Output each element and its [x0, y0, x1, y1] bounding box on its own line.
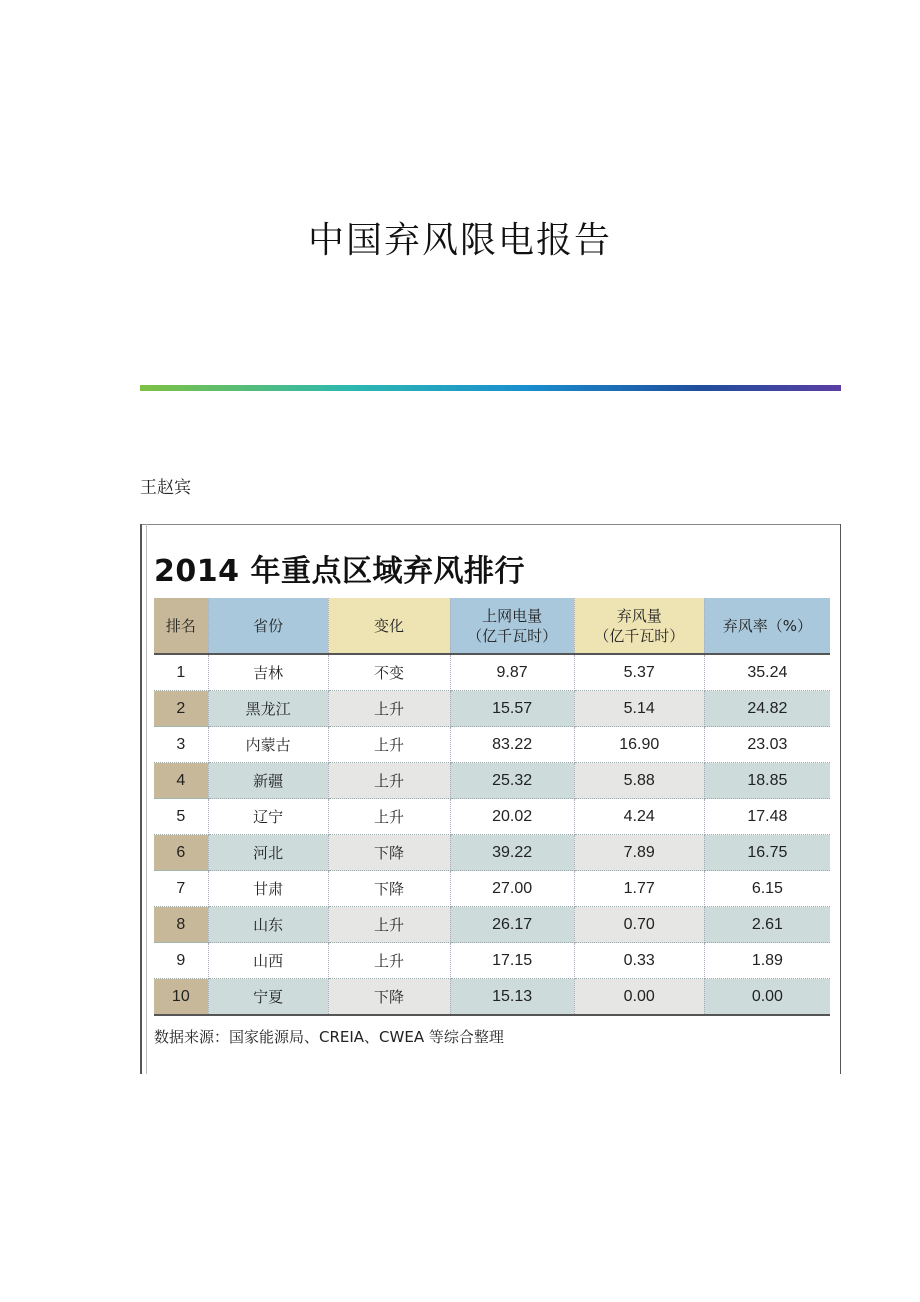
cell-rank: 10 [154, 979, 208, 1016]
cell-rank: 3 [154, 727, 208, 763]
figure-border-left [140, 524, 142, 1074]
cell-rank: 8 [154, 907, 208, 943]
cell-rate: 24.82 [704, 691, 830, 727]
header-abandoned [574, 598, 704, 654]
cell-rate: 23.03 [704, 727, 830, 763]
table-header-row [154, 598, 830, 654]
header-change: 变化 [328, 598, 450, 654]
table-row [154, 727, 830, 763]
header-province: 省份 [208, 598, 328, 654]
cell-net-power: 25.32 [450, 763, 574, 799]
cell-province: 山西 [208, 943, 328, 979]
cell-province: 山东 [208, 907, 328, 943]
cell-rank: 9 [154, 943, 208, 979]
cell-net-power: 20.02 [450, 799, 574, 835]
data-source-note: 数据来源：国家能源局、CREIA、CWEA 等综合整理 [154, 1028, 504, 1046]
cell-rate: 1.89 [704, 943, 830, 979]
table-body [154, 654, 830, 1015]
cell-province: 内蒙古 [208, 727, 328, 763]
cell-net-power: 17.15 [450, 943, 574, 979]
table-row [154, 799, 830, 835]
cell-rate: 6.15 [704, 871, 830, 907]
cell-net-power: 27.00 [450, 871, 574, 907]
cell-rate: 18.85 [704, 763, 830, 799]
table-row [154, 835, 830, 871]
cell-net-power: 83.22 [450, 727, 574, 763]
figure-border-top [140, 524, 841, 525]
cell-net-power: 26.17 [450, 907, 574, 943]
cell-change: 上升 [328, 727, 450, 763]
cell-rate: 17.48 [704, 799, 830, 835]
cell-rank: 4 [154, 763, 208, 799]
cell-rank: 1 [154, 654, 208, 691]
author-name: 王赵宾 [140, 478, 191, 498]
header-abandoned-line1: 弃风量 [616, 606, 662, 625]
cell-abandoned: 0.33 [574, 943, 704, 979]
cell-province: 辽宁 [208, 799, 328, 835]
cell-province: 新疆 [208, 763, 328, 799]
cell-province: 吉林 [208, 654, 328, 691]
cell-change: 上升 [328, 799, 450, 835]
cell-rank: 6 [154, 835, 208, 871]
ranking-figure [140, 524, 841, 1074]
cell-abandoned: 5.14 [574, 691, 704, 727]
cell-rank: 2 [154, 691, 208, 727]
page-title: 中国弃风限电报告 [307, 220, 612, 261]
cell-province: 宁夏 [208, 979, 328, 1016]
cell-abandoned: 0.00 [574, 979, 704, 1016]
figure-border-right [840, 524, 841, 1074]
cell-change: 上升 [328, 691, 450, 727]
table-row [154, 871, 830, 907]
cell-abandoned: 4.24 [574, 799, 704, 835]
header-rank: 排名 [154, 598, 208, 654]
cell-rate: 35.24 [704, 654, 830, 691]
cell-change: 下降 [328, 835, 450, 871]
cell-change: 不变 [328, 654, 450, 691]
cell-change: 上升 [328, 943, 450, 979]
cell-change: 上升 [328, 763, 450, 799]
header-net-power-line2: （亿千瓦时） [467, 626, 558, 645]
cell-net-power: 15.57 [450, 691, 574, 727]
table-row [154, 979, 830, 1016]
gradient-divider [140, 385, 841, 391]
cell-abandoned: 5.88 [574, 763, 704, 799]
cell-abandoned: 16.90 [574, 727, 704, 763]
cell-rate: 16.75 [704, 835, 830, 871]
cell-rate: 2.61 [704, 907, 830, 943]
cell-abandoned: 0.70 [574, 907, 704, 943]
table-row [154, 691, 830, 727]
ranking-table [154, 598, 830, 1016]
cell-abandoned: 7.89 [574, 835, 704, 871]
cell-change: 上升 [328, 907, 450, 943]
table-row [154, 943, 830, 979]
cell-rate: 0.00 [704, 979, 830, 1016]
table-row [154, 654, 830, 691]
figure-title: 2014 年重点区域弃风排行 [154, 554, 525, 589]
cell-change: 下降 [328, 871, 450, 907]
cell-rank: 7 [154, 871, 208, 907]
header-net-power [450, 598, 574, 654]
cell-net-power: 15.13 [450, 979, 574, 1016]
cell-net-power: 39.22 [450, 835, 574, 871]
cell-province: 河北 [208, 835, 328, 871]
figure-border-left-inner [146, 524, 147, 1074]
header-net-power-line1: 上网电量 [482, 606, 543, 625]
table-row [154, 907, 830, 943]
cell-abandoned: 5.37 [574, 654, 704, 691]
cell-rank: 5 [154, 799, 208, 835]
header-abandoned-line2: （亿千瓦时） [594, 626, 685, 645]
header-rate: 弃风率（%） [704, 598, 830, 654]
cell-net-power: 9.87 [450, 654, 574, 691]
cell-province: 黑龙江 [208, 691, 328, 727]
table-row [154, 763, 830, 799]
cell-province: 甘肃 [208, 871, 328, 907]
cell-abandoned: 1.77 [574, 871, 704, 907]
cell-change: 下降 [328, 979, 450, 1016]
